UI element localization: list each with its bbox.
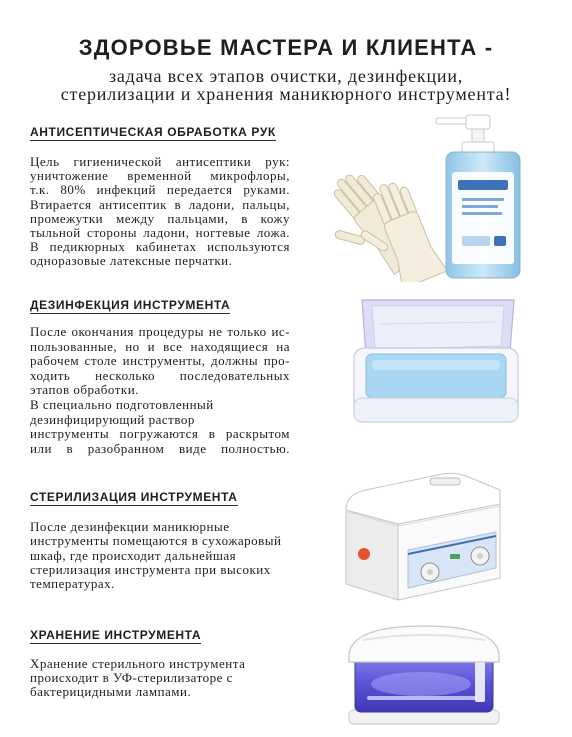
text-line: стерилизация инструмента при высоких [30,561,271,577]
text-line: После окончания процедуры не только ис- [30,324,290,339]
text-line: тыльной стороны ладони, ногтевые ложа. [30,225,290,241]
side-label-icon [475,662,485,702]
text-line: рабочем столе инструменты, должны про- [30,353,290,369]
subtitle-line: стерилизации и хранения маникюрного инструмента! [60,84,512,104]
section-heading-hand-antiseptic: АНТИСЕПТИЧЕСКАЯ ОБРАБОТКА РУК [30,125,276,139]
uv-sterilizer-icon [343,622,505,728]
section-heading-storage: ХРАНЕНИЕ ИНСТРУМЕНТА [30,628,202,642]
section-text-disinfection [30,325,290,456]
lid-handle-icon [430,478,460,485]
sterilizer-hood-icon [349,626,499,662]
text-line: промежутки между пальцами, в кожу [30,210,290,226]
container-tray-icon [354,348,518,422]
text-line: Хранение стерильного инструмента [30,656,246,671]
uv-glow-icon [371,672,471,696]
text-line: инструменты погружаются в раскрытом [30,426,290,442]
sanitizer-bottle-icon [436,115,520,278]
text-line: происходит в УФ-стерилизаторе с [30,670,233,685]
section-text-hand-antiseptic [30,155,290,269]
subtitle-line: задача всех этапов очистки, дезинфекции, [108,66,464,86]
text-line: температурах. [30,576,115,592]
text-line: уничтожение временной микрофлоры, [30,168,290,184]
text-line: Цель гигиенической антисептики рук: [30,154,290,169]
text-line: В специально подготовленный [30,396,214,412]
latex-gloves-and-sanitizer-bottle-icon [316,112,526,282]
section-text-sterilization [30,520,290,591]
text-line: т.к. 80% инфекций передается руками. [30,182,290,198]
text-line: шкаф, где происходит дальнейшая [30,547,237,563]
section-text-storage [30,657,290,699]
section-heading-disinfection: ДЕЗИНФЕКЦИЯ ИНСТРУМЕНТА [30,298,231,312]
disinfection-container-icon [350,294,522,426]
poster-subtitle [0,67,572,103]
text-line: бактерицидными лампами. [30,684,192,699]
text-line: этапов обработки. [30,382,139,398]
text-line: ходить несколько последовательных [30,367,290,383]
text-line: После дезинфекции маникюрные [30,519,230,534]
brand-logo-icon [358,548,370,560]
text-line: Втирается антисептик в ладони, пальцы, [30,196,290,212]
dry-heat-sterilizer-icon [342,464,504,604]
text-line: инструменты помещаются в сухожаровый [30,533,282,549]
text-line: дезинфицирующий раствор [30,411,195,427]
uv-lamp-icon [367,696,477,700]
text-line: В педикюрных кабинетах используются [30,239,290,255]
text-line: одноразовые латексные перчатки. [30,253,233,269]
poster-title: ЗДОРОВЬЕ МАСТЕРА И КЛИЕНТА - [78,35,494,60]
section-heading-sterilization: СТЕРИЛИЗАЦИЯ ИНСТРУМЕНТА [30,490,238,504]
text-line: или в разобранном виде полностью. [30,440,290,456]
text-line: пользованные, но и все находящиеся на [30,338,290,354]
